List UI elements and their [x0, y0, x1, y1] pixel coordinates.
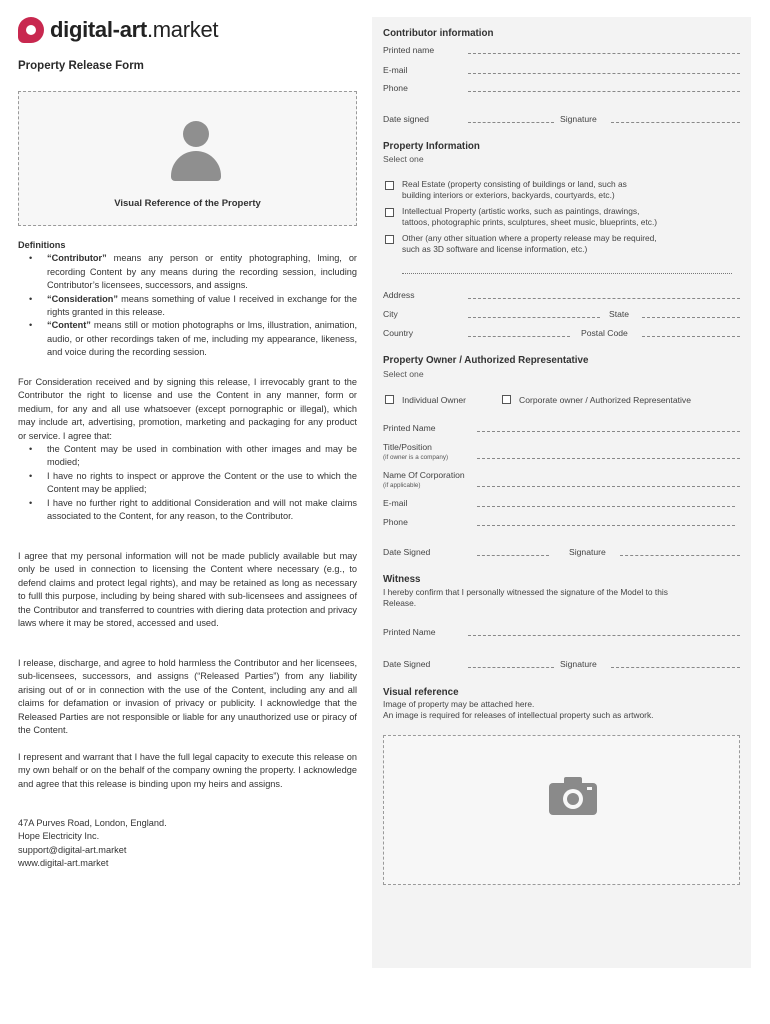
release-paragraph: I release, discharge, and agree to hold harmless the Contributor and her licensees, sub-licensees, successors, and assigns (“Released Parties”) from any liability arising out of or in connection with the use of the Content, including any and all claims for defamation or invasion of privacy or publicity. I acknowledge that the Released Parties are not responsible or liable for any unauthorized use or piracy of the Content.: [18, 658, 357, 736]
company-name: Hope Electricity Inc.: [18, 831, 100, 842]
privacy-paragraph: I agree that my personal information will not be made publicly available but may only be used in connection to licensing the Content where necessary (e.g., to defend claims and protect legal rights), and may be retained as long as necessary to fulll this purpose, including by being shared with sub-licensees and assignees of the Contributor and transferred to countries with diering data protection and privacy laws where it may be stored, accessed and used.: [18, 551, 357, 629]
support-email-link[interactable]: support@digital-art.market: [18, 844, 127, 855]
definitions-section: [18, 239, 357, 360]
property-postal-code-label: Postal Code: [581, 328, 628, 338]
person-icon: [171, 121, 221, 181]
individual-owner-label: Individual Owner: [402, 395, 467, 405]
grant-item: • I have no further right to additional Consideration and will not make claims associated to the Content, for any reason, to the Contributor.: [18, 497, 357, 524]
grant-intro: For Consideration received and by signing this release, I irrevocably grant to the Contributor the right to license and use the Content in any manner, form or medium, for any and all use whatsoever (except pornographic or illegal), which may include art, advertising, promotion, marketing and packaging for any product or service. I agree that:: [18, 377, 357, 441]
owner-signature-field[interactable]: [620, 555, 740, 556]
contributor-title: Contributor information: [383, 28, 494, 39]
contributor-email-field[interactable]: [468, 73, 740, 74]
owner-signature-label: Signature: [569, 547, 606, 557]
contributor-signature-label: Signature: [560, 114, 597, 124]
owner-title-position-note: (if owner is a company): [383, 454, 449, 461]
contributor-phone-label: Phone: [383, 83, 408, 93]
contributor-printed-name-field[interactable]: [468, 53, 740, 54]
intellectual-property-checkbox[interactable]: [385, 208, 394, 217]
contributor-signature-field[interactable]: [611, 122, 740, 123]
owner-printed-name-field[interactable]: [477, 431, 740, 432]
address-line: 47A Purves Road, London, England.: [18, 818, 167, 828]
witness-title: Witness: [383, 574, 421, 585]
definition-item: • “Contributor” means any person or entity photographing, lming, or recording Content by any means during the recording session, including Contributor’s licensees, successors, and assigns.: [18, 252, 357, 292]
property-title: Property Information: [383, 141, 480, 152]
visual-reference-title: Visual reference: [383, 687, 459, 698]
owner-title-position-field[interactable]: [477, 458, 740, 459]
definition-item: • “Consideration” means something of value I received in exchange for the rights granted in this release.: [18, 293, 357, 320]
property-country-label: Country: [383, 328, 414, 338]
owner-date-label: Date Signed: [383, 547, 431, 557]
logo-mark-icon: [18, 17, 44, 43]
logo-text-bold: digital-art: [50, 17, 147, 42]
grant-section: [18, 376, 357, 523]
property-city-label: City: [383, 309, 398, 319]
grant-item: • the Content may be used in combination with other images and may be modied;: [18, 443, 357, 470]
owner-corporation-field[interactable]: [477, 486, 740, 487]
witness-signature-field[interactable]: [611, 667, 740, 668]
release-form-panel: [372, 17, 751, 968]
warrant-paragraph: I represent and warrant that I have the full legal capacity to execute this release on my own behalf or on the behalf of the company owning the property. I acknowledge and agree that this release is binding upon my heirs and assigns.: [18, 752, 357, 789]
contributor-date-field[interactable]: [468, 122, 554, 123]
witness-printed-name-field[interactable]: [468, 635, 740, 636]
owner-title-position-label: Title/Position: [383, 442, 432, 452]
form-title: Property Release Form: [18, 60, 144, 72]
owner-corporation-note: (if applicable): [383, 482, 421, 489]
property-city-field[interactable]: [468, 317, 600, 318]
contributor-email-label: E-mail: [383, 65, 408, 75]
logo-text-thin: .market: [146, 17, 219, 42]
image-upload-box[interactable]: [383, 735, 740, 885]
other-property-description-field[interactable]: [402, 273, 732, 274]
owner-select-hint: Select one: [383, 369, 424, 379]
owner-email-field[interactable]: [477, 506, 735, 507]
property-postal-code-field[interactable]: [642, 336, 740, 337]
contributor-printed-name-label: Printed name: [383, 45, 435, 55]
contributor-date-label: Date signed: [383, 114, 429, 124]
property-reference-caption: Visual Reference of the Property: [114, 198, 261, 209]
definitions-title: Definitions: [18, 240, 66, 250]
real-estate-checkbox[interactable]: [385, 181, 394, 190]
logo: [18, 14, 218, 46]
website-link[interactable]: www.digital-art.market: [18, 858, 109, 869]
property-state-field[interactable]: [642, 317, 740, 318]
logo-text: [50, 17, 218, 43]
property-address-field[interactable]: [468, 298, 740, 299]
company-address: [18, 817, 357, 871]
property-reference-box[interactable]: [18, 91, 357, 226]
other-property-option: Other (any other situation where a property release may be required, such as 3D software and license information, etc.): [402, 233, 657, 255]
intellectual-property-option: Intellectual Property (artistic works, such as paintings, drawings, tattoos, photographic prints, sculptures, sheet music, blueprints, etc.): [402, 206, 658, 228]
corporate-owner-label: Corporate owner / Authorized Representative: [519, 395, 691, 405]
grant-item: • I have no rights to inspect or approve the Content or the use to which the Content may be applied;: [18, 470, 357, 497]
corporate-owner-checkbox[interactable]: [502, 395, 511, 404]
witness-statement: I hereby confirm that I personally witnessed the signature of the Model to this Release.: [383, 587, 668, 609]
property-address-label: Address: [383, 290, 415, 300]
witness-printed-name-label: Printed Name: [383, 627, 436, 637]
definition-item: • “Content” means still or motion photographs or lms, illustration, animation, audio, or other recordings taken of me, including my appearance, likeness, and voice during the recording session.: [18, 319, 357, 359]
camera-icon: [549, 777, 597, 815]
visual-reference-instructions: Image of property may be attached here. An image is required for releases of intellectual property such as artwork.: [383, 699, 654, 721]
contributor-phone-field[interactable]: [468, 91, 740, 92]
witness-date-field[interactable]: [468, 667, 554, 668]
real-estate-option: Real Estate (property consisting of buildings or land, such as building interiors or exteriors, backyards, courtyards, etc.): [402, 179, 627, 201]
witness-signature-label: Signature: [560, 659, 597, 669]
owner-phone-label: Phone: [383, 517, 408, 527]
other-property-checkbox[interactable]: [385, 235, 394, 244]
owner-printed-name-label: Printed Name: [383, 423, 436, 433]
property-country-field[interactable]: [468, 336, 570, 337]
property-select-hint: Select one: [383, 154, 424, 164]
witness-date-label: Date Signed: [383, 659, 431, 669]
owner-phone-field[interactable]: [477, 525, 735, 526]
owner-date-field[interactable]: [477, 555, 549, 556]
property-state-label: State: [609, 309, 630, 319]
individual-owner-checkbox[interactable]: [385, 395, 394, 404]
owner-corporation-label: Name Of Corporation: [383, 470, 465, 480]
owner-title: Property Owner / Authorized Representative: [383, 355, 589, 366]
owner-email-label: E-mail: [383, 498, 408, 508]
